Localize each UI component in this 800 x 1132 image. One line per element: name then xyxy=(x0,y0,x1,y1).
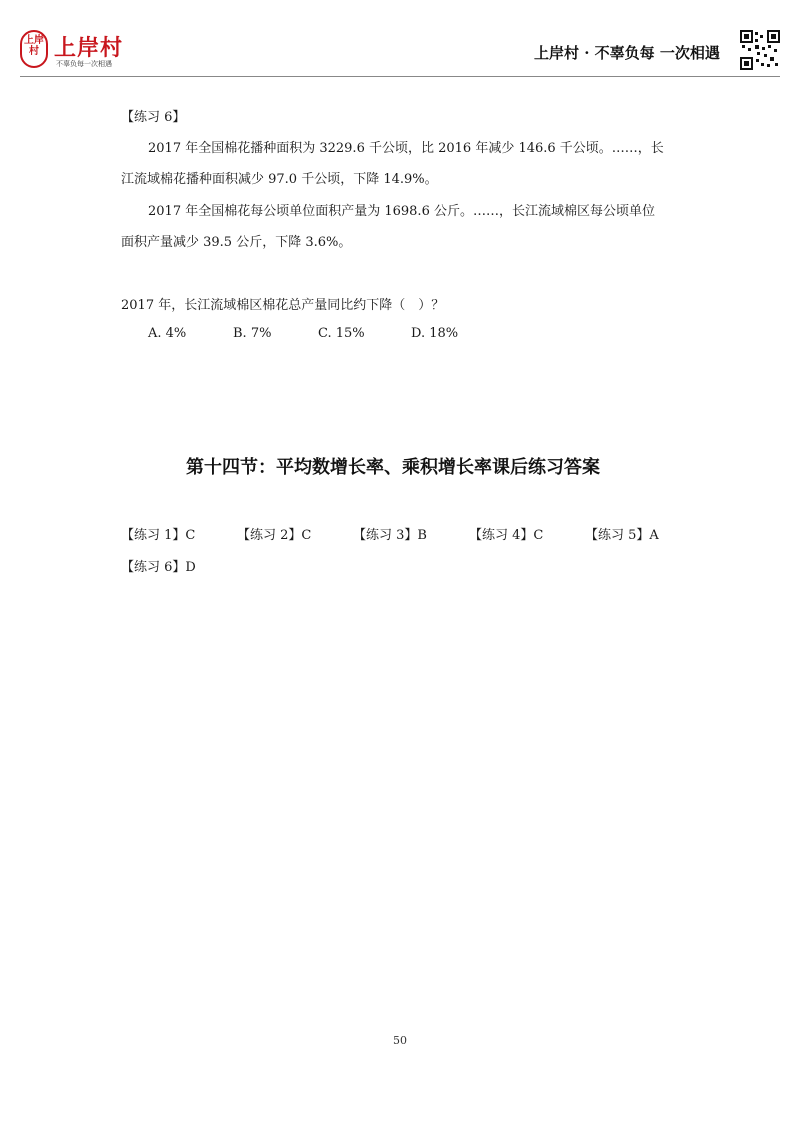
qr-code-icon xyxy=(740,30,780,70)
brand-tagline: 不辜负每一次相遇 xyxy=(56,60,112,68)
answer-item: 【练习 6】D xyxy=(121,560,196,575)
paragraph-2-line-1: 2017 年全国棉花每公顷单位面积产量为 1698.6 公斤。……，长江流域棉区每公顷单位 xyxy=(148,204,655,219)
answers-section-title: 第十四节：平均数增长率、乘积增长率课后练习答案 xyxy=(186,457,600,478)
answer-item: 【练习 3】B xyxy=(353,528,427,543)
header-slogan: 上岸村 · 不辜负每 一次相遇 xyxy=(534,44,720,62)
question-text: 2017 年，长江流域棉区棉花总产量同比约下降（ ）？ xyxy=(121,298,445,313)
answer-item: 【练习 1】C xyxy=(121,528,196,543)
brand-seal-logo: 上岸村 xyxy=(20,30,48,68)
paragraph-1-line-1: 2017 年全国棉花播种面积为 3229.6 千公顷，比 2016 年减少 146.6 千公顷。……，长 xyxy=(148,141,664,156)
answer-item: 【练习 4】C xyxy=(469,528,544,543)
option-c: C. 15% xyxy=(318,326,365,341)
option-a: A. 4% xyxy=(148,326,187,341)
paragraph-2-line-2: 面积产量减少 39.5 公斤，下降 3.6%。 xyxy=(121,235,352,250)
answer-item: 【练习 5】A xyxy=(585,528,659,543)
paragraph-1-line-2: 江流域棉花播种面积减少 97.0 千公顷，下降 14.9%。 xyxy=(121,172,438,187)
brand-name: 上岸村 xyxy=(54,36,124,61)
header-divider xyxy=(20,76,780,77)
page-number: 50 xyxy=(393,1034,407,1047)
option-d: D. 18% xyxy=(411,326,459,341)
answer-item: 【练习 2】C xyxy=(237,528,312,543)
option-b: B. 7% xyxy=(233,326,272,341)
exercise-label: 【练习 6】 xyxy=(121,110,186,125)
